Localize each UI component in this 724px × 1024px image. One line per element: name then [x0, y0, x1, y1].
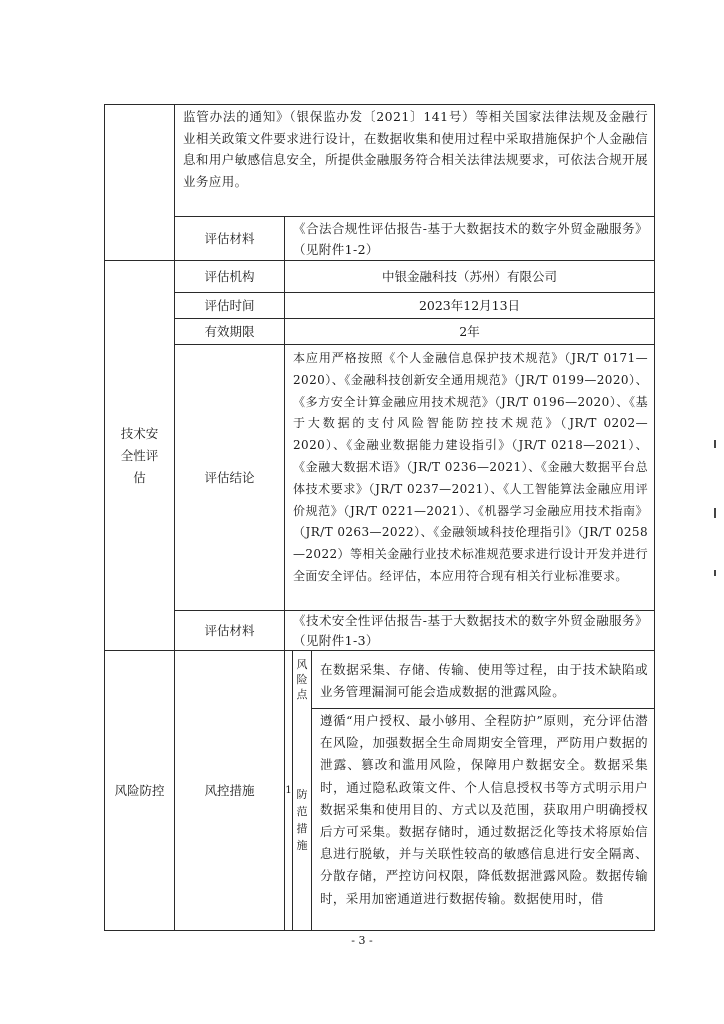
- page-number: - 3 -: [351, 934, 373, 947]
- risk-section-label: 风险防控: [114, 783, 165, 798]
- scan-speck: [714, 570, 716, 576]
- tech-org-value: 中银金融科技（苏州）有限公司: [381, 269, 557, 284]
- prevention-value: 遵循“用户授权、最小够用、全程防护”原则，充分评估潜在风险，加强数据全生命周期安全管理，严防用户数据的泄露、篡改和滥用风险，保障用户数据安全。数据采集时，通过隐私政策文件、个人信息授权书等方式明示用户数据采集和使用目的、方式以及范围，获取用户明确授权后方可采集。数据存储时，通过数据泛化等技术将原始信息进行脱敏，并与关联性较高的敏感信息进行安全隔离、分散存储，严控访问权限，降低数据泄露风险。数据传输时，采用加密通道进行数据传输。数据使用时，借: [320, 713, 648, 906]
- rule: [104, 104, 655, 105]
- rule: [104, 930, 655, 931]
- compliance-material-label: 评估材料: [204, 231, 255, 246]
- evaluation-table: [104, 104, 654, 930]
- rule: [654, 104, 655, 930]
- risk-point-value: 在数据采集、存储、传输、使用等过程，由于技术缺陷或业务管理漏洞可能会造成数据的泄露风险。: [320, 662, 648, 699]
- prevention-label: 防范措施: [296, 787, 308, 852]
- tech-material-value: 《技术安全性评估报告-基于大数据技术的数字外贸金融服务》（见附件1-3）: [293, 612, 648, 648]
- tech-section-label: 技术安全性评估: [120, 425, 159, 485]
- compliance-text: 监管办法的通知》（银保监办发〔2021〕141号）等相关国家法律法规及金融行业相关政策文件要求进行设计，在数据收集和使用过程中采取措施保护个人金融信息和用户敏感信息安全，所提供金融服务符合相关法律法规要求，可依法合规开展业务应用。: [183, 109, 648, 189]
- risk-measures-label: 风控措施: [204, 783, 255, 798]
- tech-time-label: 评估时间: [204, 298, 255, 313]
- tech-conclusion-label: 评估结论: [204, 470, 255, 485]
- tech-validity-value: 2年: [459, 324, 480, 339]
- risk-point-label: 风险点: [296, 658, 308, 701]
- scan-speck: [714, 508, 716, 518]
- scan-speck: [714, 440, 716, 448]
- risk-index: 1: [285, 785, 292, 796]
- tech-material-label: 评估材料: [204, 623, 255, 638]
- tech-time-value: 2023年12月13日: [418, 298, 521, 313]
- tech-org-label: 评估机构: [204, 269, 255, 284]
- compliance-material-value: 《合法合规性评估报告-基于大数据技术的数字外贸金融服务》（见附件1-2）: [293, 220, 648, 257]
- tech-conclusion-value: 本应用严格按照《个人金融信息保护技术规范》（JR/T 0171—2020）、《金融科技创新安全通用规范》（JR/T 0199—2020）、《多方安全计算金融应用技术规范》（JR/T 0196—2020）、《基于大数据的支付风险智能防控技术规范》（JR/T 0202—2020）、《金融业数据能力建设指引》（JR/T 0218—2021）、《金融大数据术语》（JR/T 0236—2021）、《金融大数据平台总体技术要求》（JR/T 0237—2021）、《人工智能算法金融应用评价规范》（JR/T 0221—2021）、《机器学习金融应用技术指南》（JR/T 0263—2022）、《金融领域科技伦理指引》（JR/T 0258—2022）等相关金融行业技术标准规范要求进行设计开发并进行全面安全评估。经评估，本应用符合现有相关行业标准要求。: [293, 351, 648, 583]
- tech-validity-label: 有效期限: [204, 324, 255, 339]
- rule: [311, 708, 655, 709]
